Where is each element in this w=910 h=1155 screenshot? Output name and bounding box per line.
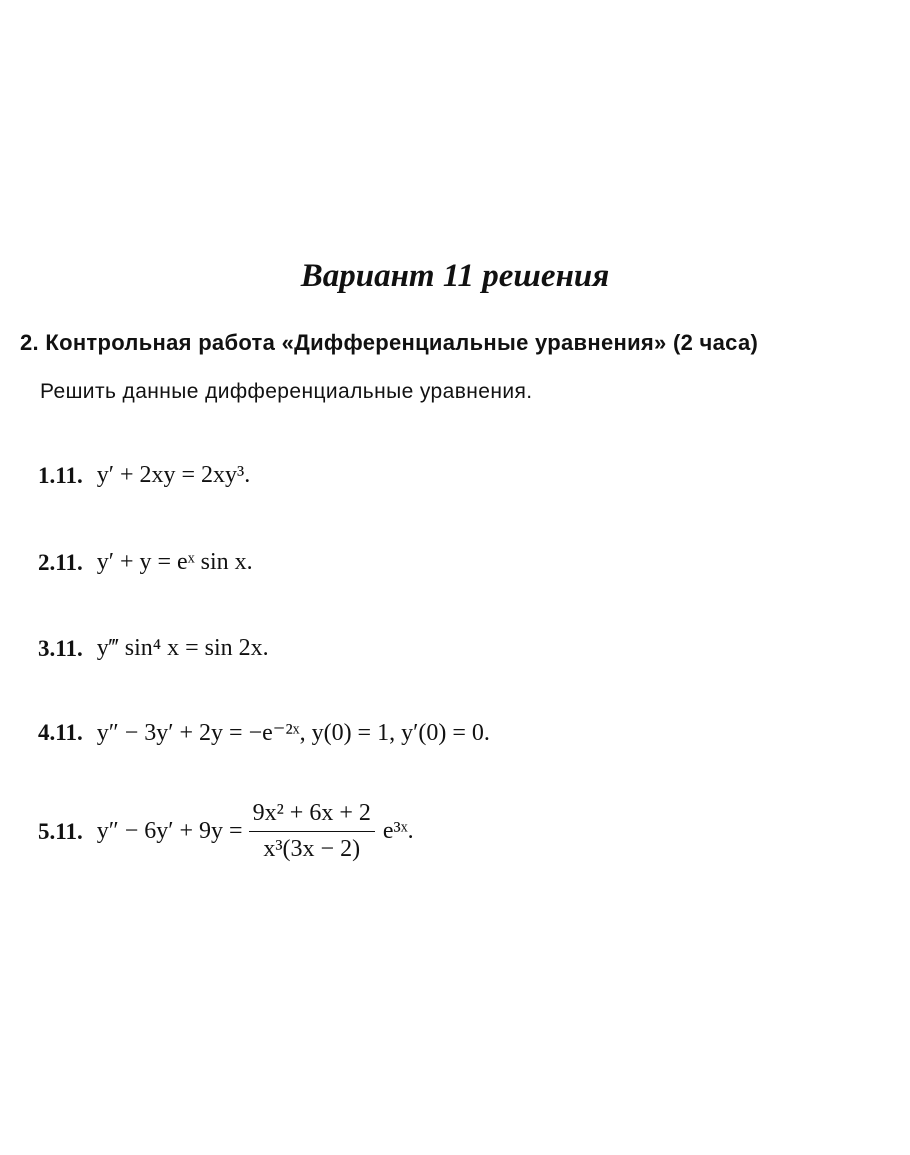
problem-number: 4.11. — [38, 719, 83, 745]
problem-number: 3.11. — [38, 635, 83, 661]
fraction-numerator: 9x² + 6x + 2 — [249, 800, 375, 832]
problem-tail: e³ˣ. — [382, 818, 414, 844]
problem-equation: y″ − 3y′ + 2y = −e⁻²ˣ, y(0) = 1, y′(0) = 0. — [96, 720, 490, 746]
problem-1 — [38, 462, 250, 489]
problem-lhs: y″ − 6y′ + 9y = — [96, 818, 243, 844]
problem-number: 5.11. — [38, 818, 83, 844]
page-title: Вариант 11 решения — [300, 258, 610, 294]
problem-equation: y′ + y = eˣ sin x. — [96, 549, 253, 575]
problem-2 — [38, 549, 253, 576]
fraction — [249, 800, 375, 863]
problem-number: 2.11. — [38, 549, 83, 575]
problem-equation: y′ + 2xy = 2xy³. — [96, 462, 251, 488]
instruction-text: Решить данные дифференциальные уравнения. — [40, 380, 533, 403]
problem-equation: y‴ sin⁴ x = sin 2x. — [96, 635, 269, 661]
section-heading: 2. Контрольная работа «Дифференциальные уравнения» (2 часа) — [20, 330, 759, 355]
problem-number: 1.11. — [38, 462, 83, 488]
problem-5 — [38, 800, 414, 863]
fraction-denominator: x³(3x − 2) — [263, 836, 361, 862]
problem-3 — [38, 635, 269, 662]
problem-4 — [38, 718, 490, 747]
